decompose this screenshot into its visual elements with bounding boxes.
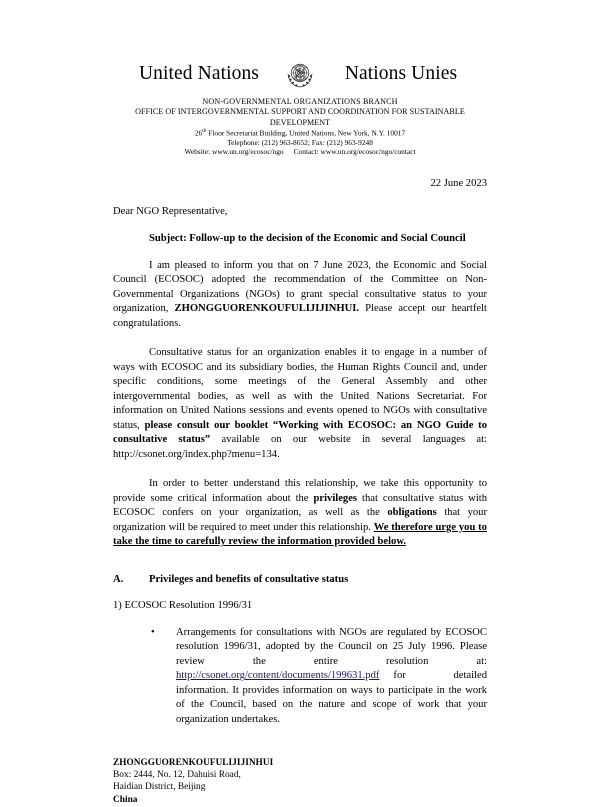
paragraph-3-text-a: In order to better understand this relationship, we take this opportunity to provide some critical information about the bbox=[113, 478, 487, 504]
un-emblem-icon bbox=[283, 57, 317, 91]
section-a-title: Privileges and benefits of consultative status bbox=[149, 573, 349, 585]
letterhead-contact: Contact: www.un.org/ecosoc/ngo/contact bbox=[293, 147, 416, 157]
masthead-title-english: United Nations bbox=[138, 63, 259, 85]
letterhead-branch: NON-GOVERNMENTAL ORGANIZATIONS BRANCH bbox=[202, 97, 398, 106]
section-a-letter: A. bbox=[113, 573, 124, 585]
recipient-organization: ZHONGGUORENKOUFULIJIJINHUI bbox=[113, 757, 274, 768]
booklet-title: please consult our booklet “Working with ECOSOC: an NGO Guide to consultative status” bbox=[113, 419, 487, 446]
bullet-text-before: Arrangements for consultations with NGOs are regulated by ECOSOC resolution 1996/31, adopted by the Council on 25 July 1996. Please review the entire resolution at: bbox=[176, 626, 487, 667]
privileges-emphasis: privileges bbox=[313, 492, 358, 504]
paragraph-privileges-obligations bbox=[113, 477, 487, 550]
letterhead-website: Website: www.un.org/ecosoc/ngo bbox=[184, 147, 284, 157]
letterhead-details bbox=[113, 97, 487, 157]
obligations-emphasis: obligations bbox=[387, 507, 437, 519]
letterhead-address bbox=[113, 128, 487, 138]
subject-line: Subject: Follow-up to the decision of the Economic and Social Council bbox=[149, 232, 466, 244]
letter-date: 22 June 2023 bbox=[430, 177, 487, 189]
masthead-title-french: Nations Unies bbox=[344, 63, 458, 85]
bullet-icon: • bbox=[151, 626, 155, 638]
letterhead-office: OFFICE OF INTERGOVERNMENTAL SUPPORT AND COORDINATION FOR SUSTAINABLE DEVELOPMENT bbox=[135, 107, 465, 127]
paragraph-1-text-a: I am pleased to inform you that on 7 June 2023, the Economic and Social Council (ECOSOC) adopted the recommendation of the Committee on Non-Governmental Organizations (NGOs) to grant special consultative status to your organization, bbox=[113, 259, 487, 315]
letterhead-phone: Telephone: (212) 963-8652; Fax: (212) 963-9248 bbox=[227, 138, 373, 148]
letterhead-address-rest: Floor Secretariat Building, United Nations, New York, N.Y. 10017 bbox=[206, 128, 406, 138]
letterhead-address-floor-suffix: th bbox=[202, 128, 207, 135]
paragraph-2-text-b: available on our website in several languages at: http://csonet.org/index.php?menu=134. bbox=[113, 434, 487, 460]
section-a-heading bbox=[113, 574, 487, 585]
organization-name-inline: ZHONGGUORENKOUFULIJIJINHUI. bbox=[174, 303, 360, 315]
review-urge-emphasis: We therefore urge you to take the time to carefully review the information provided below. bbox=[113, 521, 487, 548]
paragraph-2-text-a: Consultative status for an organization enables it to engage in a number of ways with ECOSOC and its subsidiary bodies, the Human Rights Council and, under specific conditions, some meetings of the General Assembly and other intergovernmental bodies, as well as with the United Nations Secretariat. For information on United Nations sessions and events opened to NGOs with consultative status, bbox=[113, 347, 487, 431]
recipient-district: Haidian District, Beijing bbox=[113, 782, 206, 793]
recipient-country: China bbox=[113, 794, 138, 805]
paragraph-1-text-b: Please accept our heartfelt congratulations. bbox=[113, 303, 487, 329]
resolution-pdf-link[interactable]: http://csonet.org/content/documents/199631.pdf bbox=[176, 670, 380, 682]
salutation: Dear NGO Representative, bbox=[113, 205, 228, 217]
section-a-bullet-list bbox=[113, 626, 487, 728]
paragraph-3-text-c: that your organization will be required to meet under this relationship. bbox=[113, 507, 487, 533]
paragraph-3-text-b: that consultative status with ECOSOC confers on your organization, as well as the bbox=[113, 492, 487, 519]
list-item bbox=[145, 626, 487, 728]
recipient-street: Box: 2444, No. 12, Dahuisi Road, bbox=[113, 769, 241, 780]
letterhead-masthead bbox=[113, 0, 487, 91]
paragraph-congratulations bbox=[113, 259, 487, 332]
letterhead-web bbox=[113, 147, 487, 156]
bullet-text-after: for detailed information. It provides information on ways to participate in the work of the Council, based on the nature and scope of work that your organization undertakes. bbox=[176, 670, 487, 725]
section-a-subsection-resolution: 1) ECOSOC Resolution 1996/31 bbox=[113, 599, 253, 611]
recipient-address-block bbox=[113, 756, 487, 806]
paragraph-consultative-status bbox=[113, 346, 487, 462]
letterhead-address-floor: 26 bbox=[194, 128, 203, 138]
